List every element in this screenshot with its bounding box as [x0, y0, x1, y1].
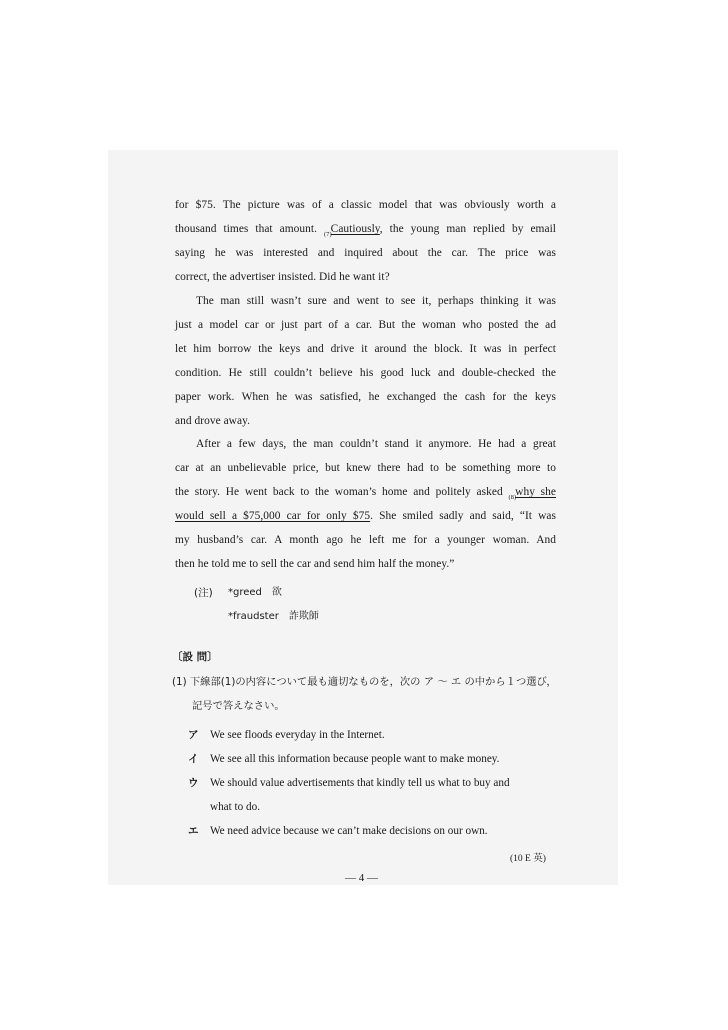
option-mark: エ — [188, 825, 199, 837]
passage-line: for $75. The picture was of a classic model that was obviously worth a — [175, 199, 556, 211]
underlined-word-7: Cautiously — [330, 223, 380, 235]
option-text: what to do. — [210, 801, 261, 813]
underlined-phrase-8: why she — [515, 486, 557, 498]
exam-code: (10 E 英) — [510, 854, 546, 864]
underline-marker-7: (7) — [323, 231, 332, 238]
passage-line: just a model car or just part of a car. But the woman who posted the ad — [175, 319, 556, 331]
passage-text: the story. He went back to the woman’s home and politely asked — [175, 486, 509, 498]
question-1-text: (1) 下線部(1)の内容について最も適切なものを，次の ア ～ エ の中から１つ選び， — [172, 676, 557, 688]
passage-line: After a few days, the man couldn’t stand it anymore. He had a great — [196, 438, 556, 450]
passage-line: then he told me to sell the car and send him half the money.” — [175, 558, 455, 570]
passage-line — [175, 509, 556, 523]
passage-line: and drove away. — [175, 415, 250, 427]
option-mark: ウ — [188, 777, 199, 789]
option-u-cont — [188, 800, 260, 814]
option-mark: イ — [188, 753, 199, 765]
passage-text: thousand times that amount. — [175, 223, 324, 235]
passage-line — [175, 222, 556, 238]
option-text: We need advice because we can’t make decisions on our own. — [210, 825, 488, 837]
notes-label: (注) — [194, 587, 213, 599]
passage-line: let him borrow the keys and drive it around the block. It was in perfect — [175, 343, 556, 355]
passage-text: , the young man replied by email — [379, 223, 556, 235]
option-e — [188, 824, 488, 838]
passage-line: The man still wasn’t sure and went to see it, perhaps thinking it was — [196, 295, 556, 307]
note-item-fraudster: *fraudster 詐欺師 — [228, 611, 319, 622]
option-i — [188, 752, 499, 766]
passage-line: car at an unbelievable price, but knew there had to be something more to — [175, 462, 556, 474]
passage-line: my husband’s car. A month ago he left me for a younger woman. And — [175, 534, 556, 546]
underlined-phrase-8: would sell a $75,000 car for only $75 — [175, 510, 371, 522]
option-text: We see all this information because people want to make money. — [210, 753, 500, 765]
question-1-text-cont: 記号で答えなさい。 — [192, 700, 285, 712]
note-item-greed: *greed 欲 — [228, 587, 282, 598]
passage-line — [175, 485, 556, 501]
passage-line: saying he was interested and inquired about the car. The price was — [175, 247, 556, 259]
passage-text: . She smiled sadly and said, “It was — [370, 510, 556, 522]
passage-line: condition. He still couldn’t believe his good luck and double-checked the — [175, 367, 556, 379]
option-text: We should value advertisements that kindly tell us what to buy and — [210, 777, 510, 789]
page-number: — 4 — — [345, 872, 378, 884]
option-mark: ア — [188, 729, 199, 741]
option-u — [188, 776, 510, 790]
option-text: We see floods everyday in the Internet. — [210, 729, 385, 741]
questions-header: 〔設 問〕 — [172, 651, 218, 663]
option-a — [188, 728, 385, 742]
underline-marker-8: (8) — [508, 494, 517, 501]
passage-line: correct, the advertiser insisted. Did he want it? — [175, 271, 390, 283]
passage-line: paper work. When he was satisfied, he exchanged the cash for the keys — [175, 391, 556, 403]
